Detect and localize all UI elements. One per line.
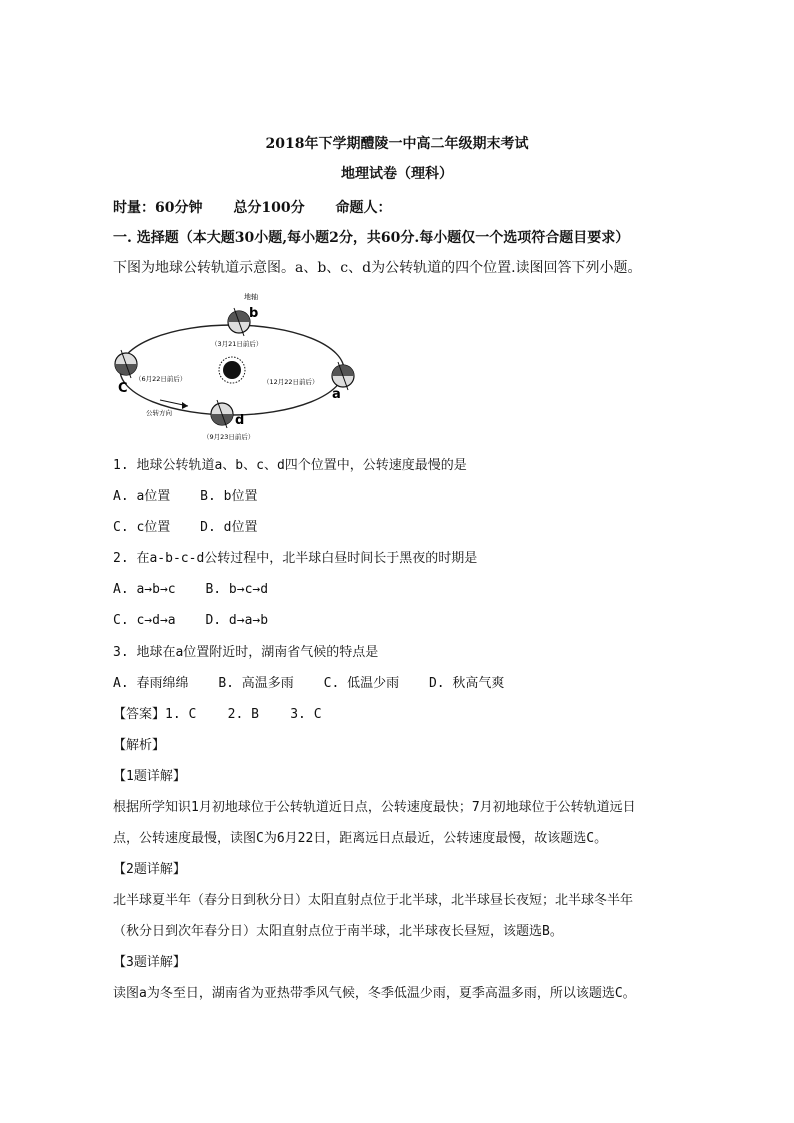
d-date: （9月23日前后） [203, 433, 255, 441]
detail-1-line-1: 根据所学知识1月初地球位于公转轨道近日点，公转速度最快；7月初地球位于公转轨道远日 [113, 800, 636, 815]
earth-orbit-diagram [108, 286, 378, 446]
detail-1-label: 【1题详解】 [113, 769, 186, 784]
question-1-options-row2 [113, 518, 683, 538]
question-1-options-row1 [113, 487, 683, 507]
axis-label: 地轴 [244, 293, 258, 301]
detail-3-line-1: 读图a为冬至日，湖南省为亚热带季风气候，冬季低温少雨，夏季高温多雨，所以该题选C。 [113, 986, 636, 1001]
exam-title: 2018年下学期醴陵一中高二年级期末考试 [265, 136, 529, 152]
option-1d: D. d位置 [200, 520, 258, 535]
c-date: （6月22日前后） [135, 375, 187, 383]
option-3c: C. 低温少雨 [323, 676, 400, 691]
answer-line: 【答案】1. C 2. B 3. C [113, 707, 322, 722]
c-label: C [118, 381, 128, 396]
detail-3-label: 【3题详解】 [113, 955, 186, 970]
direction-arrow-icon [160, 400, 188, 409]
a-label: a [332, 387, 341, 402]
d-label: d [235, 413, 245, 428]
option-2b: B. b→c→d [205, 582, 269, 597]
option-1a: A. a位置 [113, 489, 171, 504]
b-date: （3月21日前后） [211, 340, 263, 348]
question-2-options-row2 [113, 611, 683, 631]
author: 命题人： [335, 200, 392, 216]
question-2-options-row1 [113, 580, 683, 600]
time-limit: 时量：60分钟 [113, 200, 203, 216]
exam-meta [113, 198, 683, 218]
analysis-label: 【解析】 [113, 738, 166, 753]
direction-label: 公转方向 [146, 409, 172, 417]
option-2c: C. c→d→a [113, 613, 176, 628]
option-3b: B. 高温多雨 [218, 676, 294, 691]
detail-2-line-2: （秋分日到次年春分日）太阳直射点位于南半球，北半球夜长昼短，该题选B。 [113, 924, 563, 939]
option-3a: A. 春雨绵绵 [113, 676, 189, 691]
question-1-stem: 1. 地球公转轨道a、b、c、d四个位置中，公转速度最慢的是 [113, 458, 467, 473]
earth-a-icon [332, 362, 354, 390]
total-score: 总分100分 [233, 200, 305, 216]
question-3-options [113, 674, 683, 694]
detail-1-line-2: 点，公转速度最慢，读图C为6月22日，距离远日点最近，公转速度最慢，故该题选C。 [113, 831, 608, 846]
a-date: （12月22日前后） [263, 378, 319, 386]
question-3-stem: 3. 地球在a位置附近时，湖南省气候的特点是 [113, 645, 379, 660]
option-3d: D. 秋高气爽 [428, 676, 505, 691]
question-2-stem: 2. 在a-b-c-d公转过程中，北半球白昼时间长于黑夜的时期是 [113, 551, 478, 566]
option-1b: B. b位置 [200, 489, 258, 504]
earth-d-icon [211, 400, 233, 428]
option-1c: C. c位置 [113, 520, 171, 535]
option-2a: A. a→b→c [113, 582, 176, 597]
section-heading: 一. 选择题（本大题30小题,每小题2分，共60分.每小题仅一个选项符合题目要求） [113, 230, 630, 246]
earth-c-icon [115, 350, 137, 378]
section-intro: 下图为地球公转轨道示意图。a、b、c、d为公转轨道的四个位置.读图回答下列小题。 [113, 260, 642, 276]
exam-subtitle: 地理试卷（理科） [341, 166, 453, 182]
sun-icon [219, 357, 245, 383]
detail-2-label: 【2题详解】 [113, 862, 186, 877]
option-2d: D. d→a→b [205, 613, 269, 628]
detail-2-line-1: 北半球夏半年（春分日到秋分日）太阳直射点位于北半球，北半球昼长夜短；北半球冬半年 [113, 893, 634, 908]
b-label: b [249, 306, 259, 321]
earth-b-icon [228, 308, 250, 336]
